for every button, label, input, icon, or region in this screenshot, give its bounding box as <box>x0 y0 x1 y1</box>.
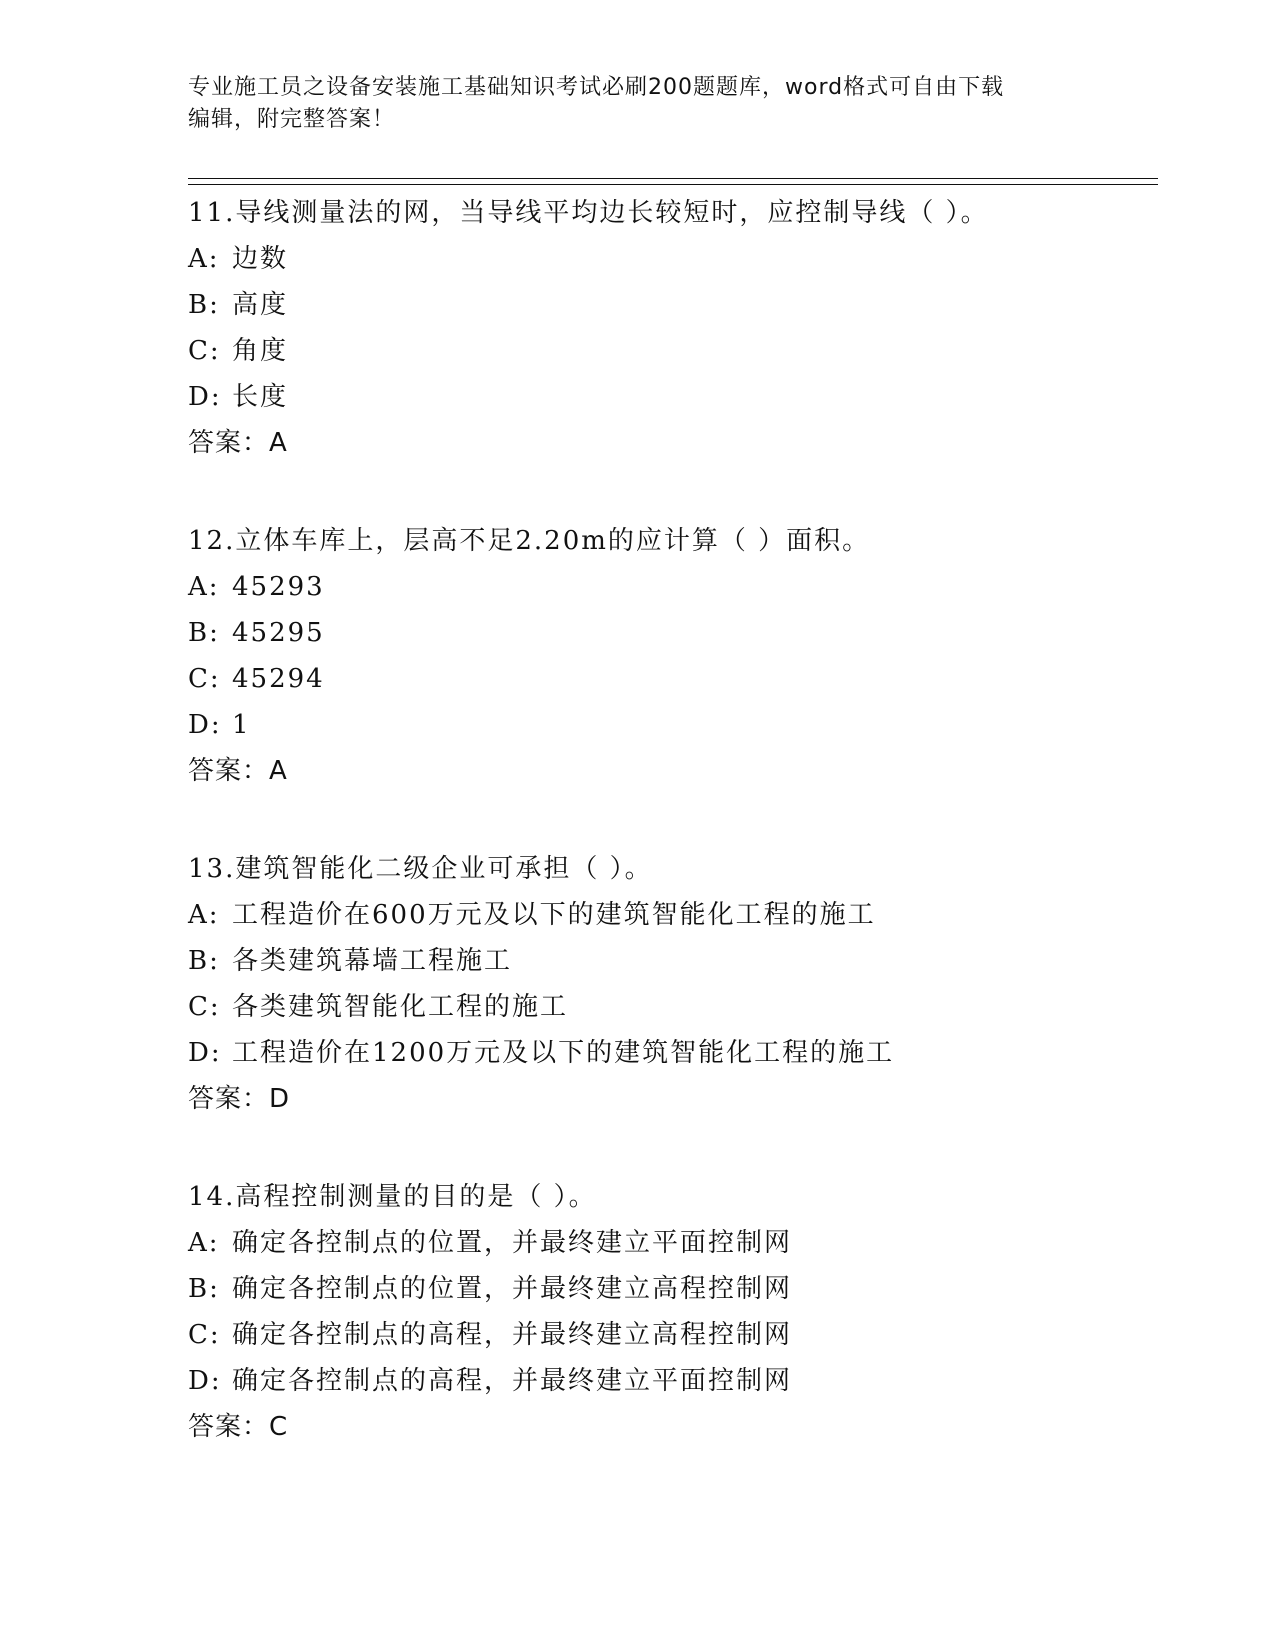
option-d <box>188 1358 1158 1404</box>
option-letter: B: <box>188 946 220 976</box>
option-text: 各类建筑智能化工程的施工 <box>232 992 569 1022</box>
option-text: 各类建筑幕墙工程施工 <box>232 946 513 976</box>
option-text: 边数 <box>232 244 289 274</box>
option-text: 高度 <box>232 290 289 320</box>
option-b <box>188 1266 1158 1312</box>
option-text: 角度 <box>232 336 289 366</box>
option-letter: C: <box>188 1320 221 1350</box>
option-text: 确定各控制点的高程，并最终建立高程控制网 <box>232 1320 793 1350</box>
option-letter: B: <box>188 290 220 320</box>
option-text: 确定各控制点的高程，并最终建立平面控制网 <box>232 1366 793 1396</box>
option-a <box>188 892 1158 938</box>
option-text: 45293 <box>232 572 325 602</box>
question-list <box>188 190 1158 1502</box>
option-c <box>188 1312 1158 1358</box>
answer-label: 答案：A <box>188 756 288 786</box>
option-letter: B: <box>188 618 220 648</box>
option-b <box>188 938 1158 984</box>
option-text: 工程造价在600万元及以下的建筑智能化工程的施工 <box>232 900 876 930</box>
option-text: 确定各控制点的位置，并最终建立高程控制网 <box>232 1274 793 1304</box>
option-c <box>188 984 1158 1030</box>
option-a <box>188 564 1158 610</box>
option-letter: C: <box>188 664 221 694</box>
option-letter: A: <box>188 900 220 930</box>
option-letter: D: <box>188 1038 222 1068</box>
option-b <box>188 282 1158 328</box>
document-header <box>188 72 1088 136</box>
question-stem: 14.高程控制测量的目的是（ ）。 <box>188 1182 597 1212</box>
question-stem: 12.立体车库上，层高不足2.20m的应计算（ ）面积。 <box>188 526 871 556</box>
question-14 <box>188 1174 1158 1450</box>
option-b <box>188 610 1158 656</box>
option-c <box>188 656 1158 702</box>
header-divider-bottom <box>188 184 1158 185</box>
answer-label: 答案：A <box>188 428 288 458</box>
option-d <box>188 1030 1158 1076</box>
header-divider-top <box>188 178 1158 179</box>
option-letter: A: <box>188 1228 220 1258</box>
option-text: 确定各控制点的位置，并最终建立平面控制网 <box>232 1228 793 1258</box>
option-letter: D: <box>188 382 222 412</box>
answer-label: 答案：D <box>188 1084 291 1114</box>
option-letter: B: <box>188 1274 220 1304</box>
option-text: 工程造价在1200万元及以下的建筑智能化工程的施工 <box>232 1038 895 1068</box>
option-text: 长度 <box>232 382 289 412</box>
option-letter: A: <box>188 572 220 602</box>
option-text: 45295 <box>232 618 325 648</box>
option-letter: C: <box>188 992 221 1022</box>
question-13 <box>188 846 1158 1122</box>
question-11 <box>188 190 1158 466</box>
question-12 <box>188 518 1158 794</box>
option-c <box>188 328 1158 374</box>
option-d <box>188 374 1158 420</box>
option-letter: A: <box>188 244 220 274</box>
option-text: 1 <box>232 710 251 740</box>
header-line-2: 编辑，附完整答案！ <box>188 107 396 132</box>
header-line-1: 专业施工员之设备安装施工基础知识考试必刷200题题库，word格式可自由下载 <box>188 75 1005 100</box>
question-stem: 13.建筑智能化二级企业可承担（ ）。 <box>188 854 653 884</box>
answer-label: 答案：C <box>188 1412 289 1442</box>
option-a <box>188 1220 1158 1266</box>
option-letter: D: <box>188 1366 222 1396</box>
option-letter: D: <box>188 710 222 740</box>
question-stem: 11.导线测量法的网，当导线平均边长较短时，应控制导线（ ）。 <box>188 198 989 228</box>
option-a <box>188 236 1158 282</box>
option-d <box>188 702 1158 748</box>
option-letter: C: <box>188 336 221 366</box>
option-text: 45294 <box>232 664 325 694</box>
